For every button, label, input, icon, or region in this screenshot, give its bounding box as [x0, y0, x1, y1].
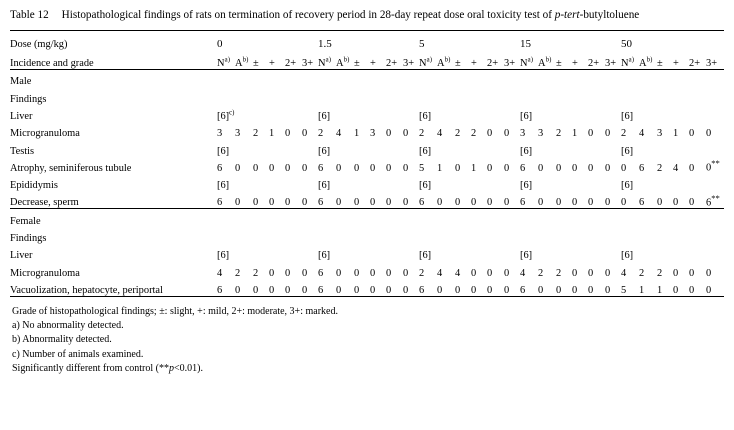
empty-cell: [520, 70, 621, 88]
empty-cell: [419, 70, 520, 88]
data-cell-group: [318, 227, 419, 244]
data-cell-group: $[6]^{c)}$: [217, 109, 235, 122]
data-cell-group: [6]: [318, 250, 331, 262]
row-label: Decrease, sperm: [10, 197, 79, 209]
dose-header-2: 5: [419, 31, 520, 51]
empty-cell: [318, 70, 419, 88]
data-cell-group: 4 2 2 0 0 0: [621, 267, 712, 279]
data-cell-group: 6 0 0 0 0 0: [520, 197, 611, 209]
data-cell-group: [217, 227, 318, 244]
dose-header-0: 0: [217, 31, 318, 51]
data-cell-group: 6 0 0 0 0 0: [217, 197, 308, 209]
section-title-row: [10, 209, 724, 227]
note-significance-italic: p: [169, 362, 174, 374]
section-title: Female: [10, 209, 217, 227]
caption-text-italic: p-tert-: [554, 9, 584, 21]
data-cell-group: 6 0 0 0 0 0: [520, 162, 611, 174]
data-cell-group: 2 4 1 3 0 0: [318, 128, 409, 140]
table-row: [10, 157, 724, 174]
row-label: Atrophy, seminiferous tubule: [10, 162, 132, 174]
row-label: Findings: [10, 233, 47, 245]
dose-label: Dose (mg/kg): [10, 31, 217, 51]
data-cell-group: 4 2 2 0 0 0: [520, 267, 611, 279]
table-row: [10, 105, 724, 122]
table-body: [10, 31, 724, 303]
data-cell-group: [6]: [318, 145, 331, 157]
table-row: [10, 227, 724, 244]
data-cell-group: [419, 227, 520, 244]
caption-text-after: butyltoluene: [583, 9, 640, 21]
data-cell-group: [621, 87, 724, 104]
table-row: [10, 191, 724, 209]
caption-text-before: Histopathological findings of rats on termination of recovery period in 28-day repeat dose oral toxicity test of: [61, 9, 555, 21]
data-cell-group: 6 0 0 0 0 0: [520, 284, 611, 296]
data-cell-group: 2 4 3 1 0 0: [621, 128, 712, 140]
data-cell-group: 4 2 2 0 0 0: [217, 267, 308, 279]
sub-header-group-0: $N^{a)}$ $A^{b)}$ ± + 2+ 3+: [217, 56, 314, 70]
dose-header-1: 1.5: [318, 31, 419, 51]
data-cell-group: [6]: [419, 180, 432, 192]
empty-cell: [318, 209, 419, 227]
data-cell-group: 3 3 2 1 0 0: [217, 128, 308, 140]
data-cell-group: [621, 227, 724, 244]
data-cell-group: [6]: [621, 145, 634, 157]
row-label: Epididymis: [10, 180, 58, 192]
empty-cell: [419, 209, 520, 227]
note-a: a) No abnormality detected.: [12, 320, 124, 332]
table-title: [62, 8, 724, 23]
data-cell-group: 6 0 0 0 0 0: [419, 197, 510, 209]
note-grade: Grade of histopathological findings; ±: slight, +: mild, 2+: moderate, 3+: marked.: [12, 305, 338, 317]
note-significance-after: <0.01).: [174, 362, 203, 374]
data-cell-group: [217, 87, 318, 104]
data-cell-group: 2 4 4 0 0 0: [419, 267, 510, 279]
row-label: Testis: [10, 145, 35, 157]
data-cell-group: [419, 87, 520, 104]
table-row: [10, 174, 724, 191]
note-c: c) Number of animals examined.: [12, 348, 144, 360]
data-cell-group: 6 0 0 0 0 0: [318, 267, 409, 279]
table-row: [10, 261, 724, 278]
row-label: Microgranuloma: [10, 267, 80, 279]
data-cell-group: 6 0 0 0 0 0: [217, 162, 308, 174]
data-cell-group: [6]: [520, 180, 533, 192]
data-cell-group: [6]: [520, 145, 533, 157]
sub-header-group-4: $N^{a)}$ $A^{b)}$ ± + 2+ 3+: [621, 56, 718, 70]
data-cell-group: 6 0 0 0 0 0: [419, 284, 510, 296]
table-row: [10, 139, 724, 156]
table-caption: [10, 8, 724, 23]
table-row: [10, 279, 724, 297]
data-cell-group: [6]: [419, 145, 432, 157]
data-cell-group: 6 0 0 0 0 0: [318, 197, 409, 209]
data-cell-group: [6]: [621, 250, 634, 262]
table-footnotes: [10, 303, 724, 376]
sub-header-group-2: $N^{a)}$ $A^{b)}$ ± + 2+ 3+: [419, 56, 516, 70]
row-label: Findings: [10, 93, 47, 105]
data-cell-group: 5 1 1 0 0 0: [621, 284, 712, 296]
histopathology-table: [10, 30, 724, 303]
note-b: b) Abnormality detected.: [12, 334, 112, 346]
table-row: [10, 122, 724, 139]
empty-cell: [621, 70, 724, 88]
dose-header-4: 50: [621, 31, 724, 51]
row-label: Liver: [10, 111, 33, 122]
data-cell-group: [6]: [318, 111, 331, 122]
data-cell-group: [6]: [217, 250, 230, 262]
table-row: [10, 244, 724, 261]
data-cell-group: [6]: [520, 111, 533, 122]
header-row-dose: [10, 31, 724, 51]
data-cell-group: [6]: [621, 111, 634, 122]
section-title: Male: [10, 70, 217, 88]
empty-cell: [520, 209, 621, 227]
data-cell-group: 6 0 0 0 0 0: [217, 284, 308, 296]
data-cell-group: [6]: [520, 250, 533, 262]
data-cell-group: [6]: [419, 250, 432, 262]
note-significance-before: Significantly different from control (**: [12, 362, 169, 374]
dose-header-3: 15: [520, 31, 621, 51]
empty-cell: [217, 209, 318, 227]
data-cell-group: [520, 87, 621, 104]
data-cell-group: [520, 227, 621, 244]
row-label: Microgranuloma: [10, 128, 80, 140]
data-cell-group: 0 6 0 0 0 6**: [621, 193, 720, 209]
data-cell-group: [6]: [621, 180, 634, 192]
table-row: [10, 87, 724, 104]
header-row-incidence: [10, 50, 724, 70]
data-cell-group: 0 6 2 4 0 0**: [621, 158, 720, 174]
data-cell-group: 2 4 2 2 0 0: [419, 128, 510, 140]
note-significance: [12, 362, 724, 376]
empty-cell: [217, 70, 318, 88]
data-cell-group: 6 0 0 0 0 0: [318, 284, 409, 296]
section-title-row: [10, 70, 724, 88]
sub-header-group-3: $N^{a)}$ $A^{b)}$ ± + 2+ 3+: [520, 56, 617, 70]
data-cell-group: 6 0 0 0 0 0: [318, 162, 409, 174]
data-cell-group: 3 3 2 1 0 0: [520, 128, 611, 140]
table-number: Table 12: [10, 9, 49, 21]
data-cell-group: [318, 87, 419, 104]
data-cell-group: [6]: [318, 180, 331, 192]
data-cell-group: 5 1 0 1 0 0: [419, 162, 510, 174]
empty-cell: [621, 209, 724, 227]
row-label: Liver: [10, 250, 33, 262]
incidence-label: Incidence and grade: [10, 58, 94, 70]
data-cell-group: [6]: [419, 111, 432, 122]
data-cell-group: [6]: [217, 180, 230, 192]
data-cell-group: [6]: [217, 145, 230, 157]
sub-header-group-1: $N^{a)}$ $A^{b)}$ ± + 2+ 3+: [318, 56, 415, 70]
row-label: Vacuolization, hepatocyte, periportal: [10, 284, 163, 296]
